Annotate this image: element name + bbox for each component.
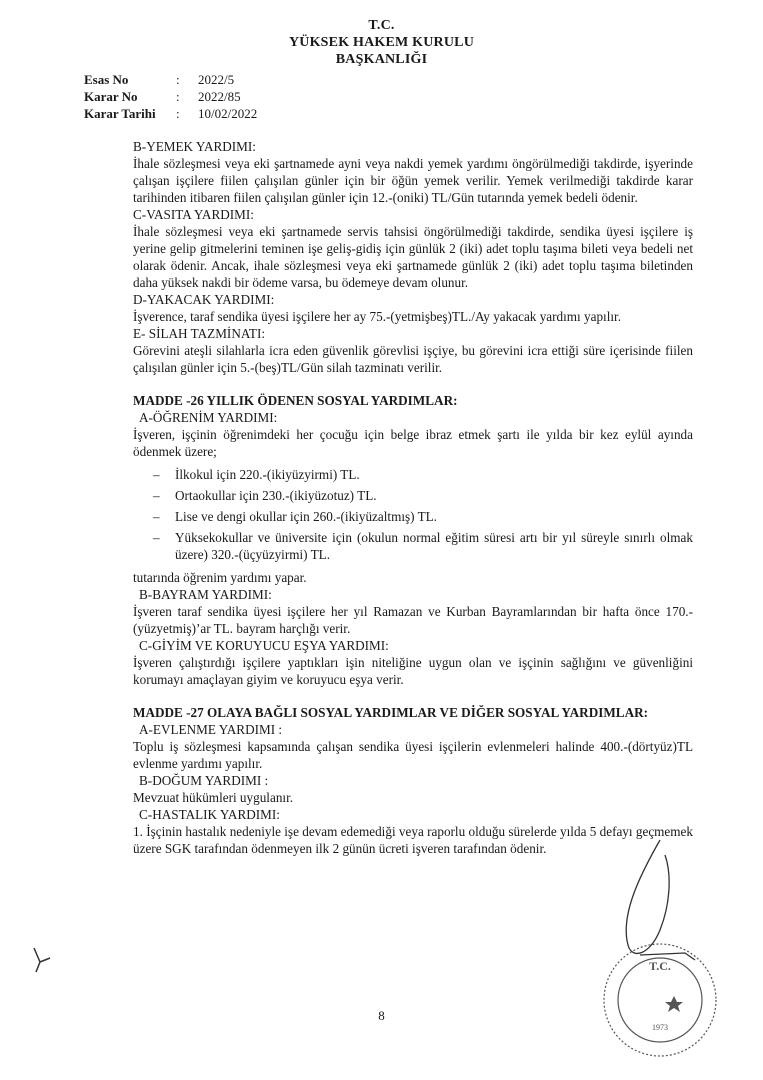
- section-text-vasita: İhale sözleşmesi veya eki şartnamede servis tahsisi öngörülmediği takdirde, sendika üyesi işçilere iş yerine gelip gitmelerini teminen işe geliş-gidiş için günlük 2 (iki) adet toplu taşıma bileti veya bedeli net olarak ödenir. Ancak, ihale sözleşmesi veya eki şartnamede günlük 2 (iki) adet toplu taşıma biletinden daha yüksek nakdi bir ödeme varsa, bu ödemeye devam olunur.: [133, 224, 693, 290]
- page-number: 8: [378, 1008, 385, 1023]
- list-item: – Ortaokullar için 230.-(ikiyüzotuz) TL.: [153, 487, 693, 504]
- official-seal-icon: [600, 940, 720, 1060]
- section-text-yemek: İhale sözleşmesi veya eki şartnamede ayni veya nakdi yemek yardımı öngörülmediği takdirde, işyerinde çalışan işçilere fiilen çalışılan günler için bir öğün yemek verilir. Yemek verilmediği takdirde karar tarihinden itibaren fiilen çalışılan günler için 12.-(oniki) TL/Gün tutarında yemek bedeli ödenir.: [133, 156, 693, 205]
- section-title-ogrenim: A-ÖĞRENİM YARDIMI:: [139, 410, 278, 425]
- section-text-silah: Görevini ateşli silahlarla icra eden güvenlik görevlisi işçiye, bu görevini icra ettiği süre içerisinde fiilen çalışılan günler için 5.-(beş)TL/Gün silah tazminatı verilir.: [133, 343, 693, 375]
- madde-27-title: MADDE -27 OLAYA BAĞLI SOSYAL YARDIMLAR VE DİĞER SOSYAL YARDIMLAR:: [133, 705, 649, 720]
- header-department: BAŞKANLIĞI: [335, 52, 428, 67]
- seal-center-text: T.C.: [649, 959, 671, 973]
- section-text-giyim: İşveren çalıştırdığı işçilere yaptıkları işin niteliğine uygun olan ve işçinin sağlığını ve güvenliğini korumayı amaçlayan giyim ve koruyucu eşya verir.: [133, 655, 693, 687]
- madde-26-title: MADDE -26 YILLIK ÖDENEN SOSYAL YARDIMLAR:: [133, 393, 458, 408]
- meta-label: Karar No: [84, 89, 138, 104]
- section-title-vasita: C-VASITA YARDIMI:: [133, 207, 254, 222]
- meta-karar-tarihi: Karar Tarihi : 10/02/2022: [84, 106, 258, 121]
- document-body: [133, 138, 693, 857]
- section-title-evlenme: A-EVLENME YARDIMI :: [139, 722, 283, 737]
- header-tc: T.C.: [368, 18, 395, 33]
- section-title-bayram: B-BAYRAM YARDIMI:: [139, 587, 272, 602]
- section-text-hastalik: 1. İşçinin hastalık nedeniyle işe devam edemediği veya raporlu olduğu sürelerde yılda 5 defayı geçmemek üzere SGK tarafından ödenmeyen ilk 2 günün ücreti işveren tarafından ödenir.: [133, 824, 693, 856]
- list-item: – İlkokul için 220.-(ikiyüzyirmi) TL.: [153, 466, 693, 483]
- meta-label: Karar Tarihi: [84, 106, 156, 121]
- section-title-hastalik: C-HASTALIK YARDIMI:: [139, 807, 280, 822]
- seal-year-text: 1973: [652, 1023, 668, 1032]
- section-title-silah: E- SİLAH TAZMİNATI:: [133, 326, 266, 341]
- section-text-bayram: İşveren taraf sendika üyesi işçilere her yıl Ramazan ve Kurban Bayramlarından bir hafta önce 170.-(yüzyetmiş)’ar TL. bayram harçlığı verir.: [133, 604, 693, 636]
- meta-value: 2022/5: [198, 72, 235, 87]
- section-title-dogum: B-DOĞUM YARDIMI :: [139, 773, 269, 788]
- section-text-dogum: Mevzuat hükümleri uygulanır.: [133, 790, 294, 805]
- section-title-yakacak: D-YAKACAK YARDIMI:: [133, 292, 275, 307]
- section-text-evlenme: Toplu iş sözleşmesi kapsamında çalışan sendika üyesi işçilerin evlenmeleri halinde 400.-(dörtyüz)TL evlenme yardımı yapılır.: [133, 739, 693, 771]
- section-title-giyim: C-GİYİM VE KORUYUCU EŞYA YARDIMI:: [139, 638, 389, 653]
- meta-esas-no: Esas No : 2022/5: [84, 72, 235, 87]
- meta-label: Esas No: [84, 72, 129, 87]
- meta-value: 2022/85: [198, 89, 241, 104]
- meta-value: 10/02/2022: [198, 106, 258, 121]
- list-item: – Yüksekokullar ve üniversite için (okulun normal eğitim süresi artı bir yıl süreyle sınırlı olmak üzere) 320.-(üçyüzyirmi) TL.: [153, 529, 693, 563]
- list-item: – Lise ve dengi okullar için 260.-(ikiyüzaltmış) TL.: [153, 508, 693, 525]
- section-text-yakacak: İşverence, taraf sendika üyesi işçilere her ay 75.-(yetmişbeş)TL./Ay yakacak yardımı yapılır.: [133, 309, 622, 324]
- meta-karar-no: Karar No : 2022/85: [84, 89, 241, 104]
- section-text-ogrenim: İşveren, işçinin öğrenimdeki her çocuğu için belge ibraz etmek şartı ile yılda bir kez eylül ayında ödenmek üzere;: [133, 427, 693, 459]
- section-tail-ogrenim: tutarında öğrenim yardımı yapar.: [133, 570, 307, 585]
- handwritten-margin-mark: [30, 944, 54, 980]
- header-institution: YÜKSEK HAKEM KURULU: [288, 35, 475, 50]
- ogrenim-list: [133, 466, 693, 563]
- section-title-yemek: B-YEMEK YARDIMI:: [133, 139, 256, 154]
